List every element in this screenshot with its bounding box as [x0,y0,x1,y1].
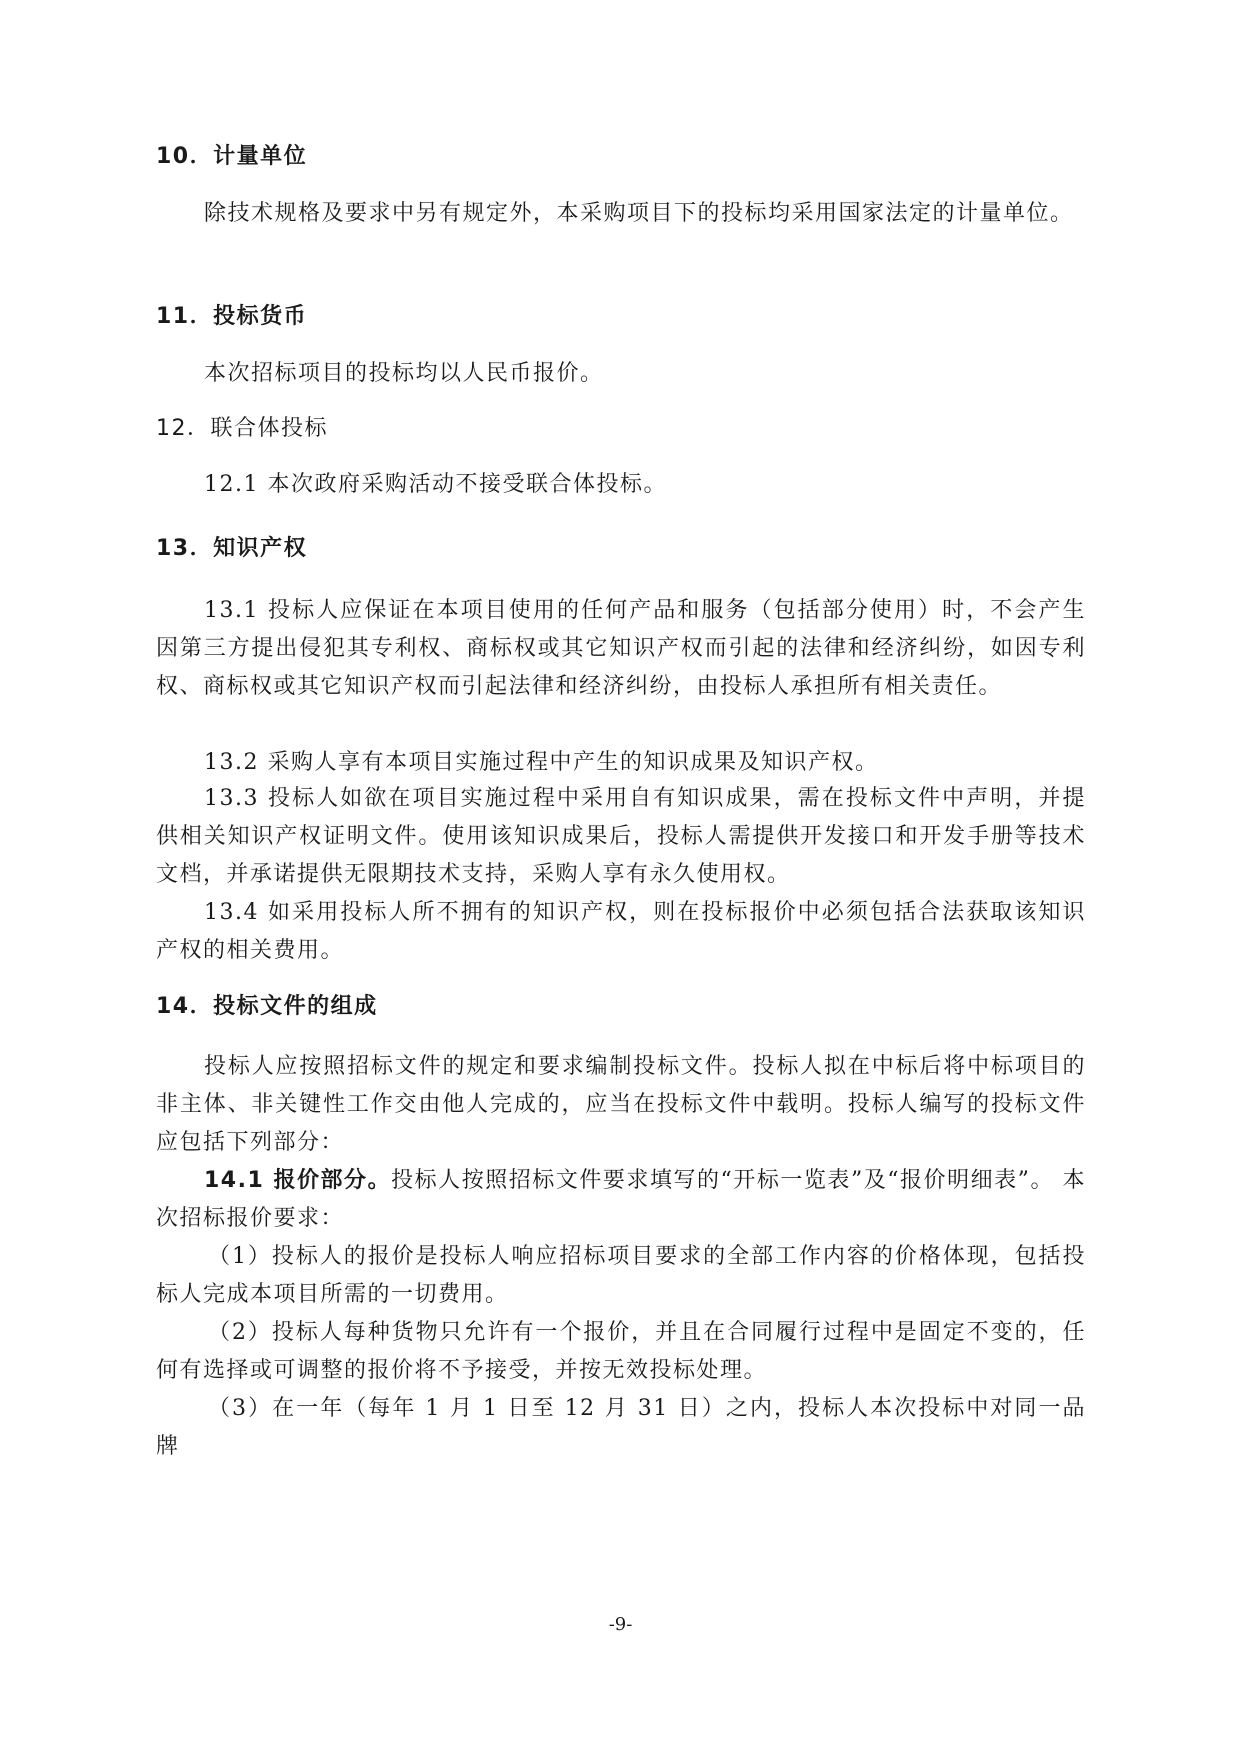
section-13-2-paragraph: 13.2 采购人享有本项目实施过程中产生的知识成果及知识产权。 [204,750,879,775]
section-12-1-paragraph: 12.1 本次政府采购活动不接受联合体投标。 [204,472,667,497]
price-requirement-item-3: （3）在一年（每年 1 月 1 日至 12 月 31 日）之内，投标人本次投标中对同一品牌 [156,1396,1086,1459]
page-number: -9- [608,1614,633,1635]
section-13-4-paragraph: 13.4 如采用投标人所不拥有的知识产权，则在投标报价中必须包括合法获取该知识产权的相关费用。 [156,900,1086,963]
section-12-heading: 12．联合体投标 [156,416,328,441]
section-14-1-label: 14.1 报价部分。 [204,1168,392,1193]
section-13-heading: 13．知识产权 [156,536,308,561]
section-14-1-paragraph [156,1162,1086,1238]
price-requirement-item-2: （2）投标人每种货物只允许有一个报价，并且在合同履行过程中是固定不变的，任何有选择或可调整的报价将不予接受，并按无效投标处理。 [156,1320,1086,1383]
section-13-3-paragraph: 13.3 投标人如欲在项目实施过程中采用自有知识成果，需在投标文件中声明，并提供相关知识产权证明文件。使用该知识成果后，投标人需提供开发接口和开发手册等技术文档，并承诺提供无限期技术支持，采购人享有永久使用权。 [156,786,1086,887]
section-11-heading: 11．投标货币 [156,304,308,329]
section-11-paragraph: 本次招标项目的投标均以人民币报价。 [204,361,604,386]
section-14-intro-paragraph: 投标人应按照招标文件的规定和要求编制投标文件。投标人拟在中标后将中标项目的非主体、非关键性工作交由他人完成的，应当在投标文件中载明。投标人编写的投标文件应包括下列部分： [156,1054,1086,1155]
price-requirement-item-1: （1）投标人的报价是投标人响应招标项目要求的全部工作内容的价格体现，包括投标人完成本项目所需的一切费用。 [156,1244,1086,1307]
section-10-paragraph: 除技术规格及要求中另有规定外，本采购项目下的投标均采用国家法定的计量单位。 [204,201,1074,226]
section-10-heading: 10．计量单位 [156,144,308,169]
section-13-1-paragraph: 13.1 投标人应保证在本项目使用的任何产品和服务（包括部分使用）时，不会产生因第三方提出侵犯其专利权、商标权或其它知识产权而引起的法律和经济纠纷，如因专利权、商标权或其它知识产权而引起法律和经济纠纷，由投标人承担所有相关责任。 [156,598,1086,699]
section-14-heading: 14．投标文件的组成 [156,994,378,1019]
section-14-1-text: 投标人按照招标文件要求填写的“开标一览表”及“报价明细表”。 本次招标报价要求： [156,1168,1086,1231]
